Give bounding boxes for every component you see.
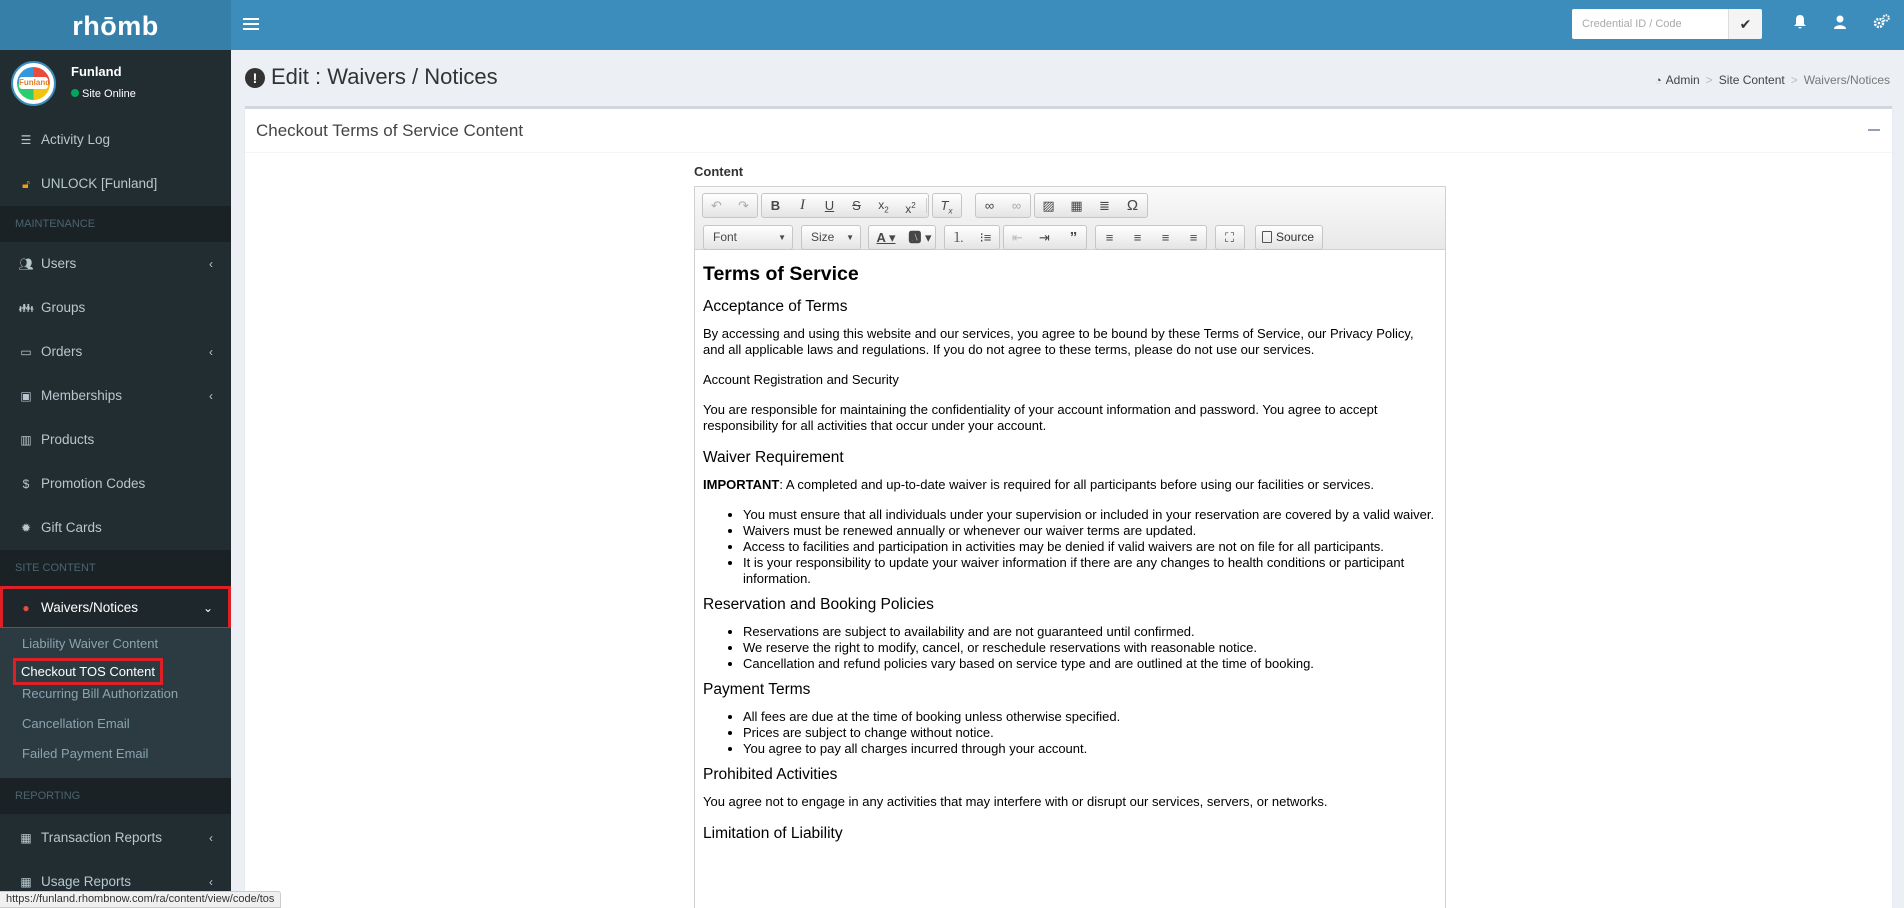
- user-status: Site Online: [71, 88, 136, 100]
- image-icon[interactable]: ▨: [1042, 198, 1055, 213]
- breadcrumb-site-content[interactable]: Site Content: [1718, 73, 1785, 87]
- sidebar-item-orders[interactable]: ▭ Orders ‹: [0, 330, 231, 374]
- submenu-item-recurring-bill[interactable]: Recurring Bill Authorization: [22, 686, 179, 701]
- caret-down-icon: ▼: [778, 233, 786, 242]
- breadcrumb: ◔ Admin > Site Content > Waivers/Notices: [1655, 73, 1890, 87]
- link-icon[interactable]: ∞: [984, 198, 995, 213]
- doc-heading-reservation: Reservation and Booking Policies: [703, 596, 934, 613]
- content-field-label: Content: [694, 164, 744, 179]
- doc-paragraph: You agree not to engage in any activities that may interfere with or disrupt our services, servers, or networks.: [703, 794, 1328, 809]
- online-dot-icon: [71, 89, 79, 97]
- chevron-left-icon: ‹: [209, 345, 213, 359]
- text-color-icon[interactable]: A ▾: [876, 230, 896, 245]
- sidebar-item-memberships[interactable]: ▣ Memberships ‹: [0, 374, 231, 418]
- toolbar-group-links: [975, 193, 1031, 218]
- blockquote-icon[interactable]: ”: [1069, 229, 1078, 246]
- doc-heading-acceptance: Acceptance of Terms: [703, 298, 848, 315]
- avatar: Funland: [11, 61, 56, 106]
- sidebar-item-activity-log[interactable]: ☰ Activity Log: [0, 118, 231, 162]
- doc-paragraph: IMPORTANT: A completed and up-to-date waiver is required for all participants before using our facilities or services.: [703, 477, 1374, 492]
- list-item: • It is your responsibility to update your waiver information if there are any changes to health conditions or participant information.: [743, 555, 1437, 587]
- align-justify-icon[interactable]: ≡: [1189, 230, 1198, 245]
- submenu-item-checkout-tos[interactable]: Checkout TOS Content: [13, 658, 163, 685]
- sidebar: [0, 50, 231, 908]
- user-panel: [0, 50, 231, 118]
- chevron-left-icon: ‹: [209, 831, 213, 845]
- sidebar-item-products[interactable]: ▥ Products: [0, 418, 231, 462]
- page-title: ! Edit : Waivers / Notices: [245, 64, 498, 90]
- font-family-select[interactable]: Font ▼: [703, 225, 793, 250]
- redo-icon[interactable]: ↷: [738, 198, 749, 213]
- numbered-list-icon[interactable]: ⒈: [951, 230, 965, 245]
- waivers-submenu: [0, 628, 231, 778]
- sidebar-item-usage-reports[interactable]: ▦ Usage Reports ‹: [0, 860, 231, 904]
- doc-important-label: IMPORTANT: [703, 477, 780, 492]
- list-item: • Prices are subject to change without notice.: [743, 725, 1437, 741]
- exclamation-circle-icon: !: [245, 68, 265, 88]
- special-char-omega-icon[interactable]: Ω: [1126, 197, 1139, 214]
- table-icon: ▦: [20, 875, 32, 889]
- list-item: • You agree to pay all charges incurred through your account.: [743, 741, 1437, 757]
- doc-paragraph: By accessing and using this website and our services, you agree to be bound by these Terms of Service, our Privacy Policy, and all applicable laws and regulations. If you do not agree to these terms, please do not use our services.: [703, 326, 1414, 357]
- credential-input[interactable]: [1572, 9, 1728, 39]
- list-icon: ☰: [20, 133, 32, 147]
- doc-title: Terms of Service: [703, 263, 859, 285]
- list-item: • Cancellation and refund policies vary based on service type and are outlined at the time of booking.: [743, 656, 1437, 672]
- toolbar-group-format: [932, 193, 962, 218]
- app-logo[interactable]: rhōmb: [0, 0, 231, 50]
- remove-format-icon[interactable]: $T_x$: [940, 198, 953, 216]
- toolbar-group-indent: [1003, 225, 1087, 250]
- exclamation-circle-icon: ●: [22, 601, 30, 615]
- list-item: • Waivers must be renewed annually or whenever our waiver terms are updated.: [743, 523, 1437, 539]
- top-navbar: [0, 0, 1904, 50]
- user-icon[interactable]: [1830, 14, 1850, 36]
- rich-text-editor: [694, 186, 1446, 908]
- source-icon: [1262, 231, 1272, 243]
- doc-paragraph: Account Registration and Security: [703, 372, 899, 387]
- list-item: • We reserve the right to modify, cancel, or reschedule reservations with reasonable notice.: [743, 640, 1437, 656]
- undo-icon[interactable]: ↶: [711, 198, 722, 213]
- align-right-icon[interactable]: ≡: [1161, 230, 1170, 245]
- sidebar-item-unlock[interactable]: 🔓︎ UNLOCK [Funland]: [0, 162, 231, 206]
- bulleted-list-icon[interactable]: ⁝≡: [979, 230, 992, 245]
- doc-list-waiver: [703, 507, 1437, 587]
- box-title: Checkout Terms of Service Content: [256, 121, 524, 140]
- superscript-icon[interactable]: $x^2$: [905, 201, 916, 216]
- users-icon: 👪︎: [18, 301, 34, 315]
- editor-content-area[interactable]: [695, 251, 1445, 908]
- toolbar-group-history: [702, 193, 758, 218]
- credential-submit-button[interactable]: [1728, 9, 1762, 39]
- doc-heading-liability: Limitation of Liability: [703, 825, 843, 842]
- unlock-icon: 🔓︎: [22, 177, 30, 191]
- chevron-left-icon: ‹: [209, 875, 213, 889]
- sidebar-item-waivers-notices[interactable]: ● Waivers/Notices ⌄: [0, 586, 231, 630]
- background-color-icon[interactable]: 🅰︎ ▾: [908, 230, 932, 245]
- list-item: • All fees are due at the time of booking unless otherwise specified.: [743, 709, 1437, 725]
- user-icon: 👥︎: [18, 257, 34, 271]
- check-icon: ✔: [1739, 16, 1752, 32]
- sidebar-header-site-content: SITE CONTENT: [0, 550, 231, 586]
- barcode-icon: ▥: [20, 433, 32, 447]
- collapse-minus-icon[interactable]: [1868, 129, 1880, 131]
- calendar-check-icon: ▣: [20, 389, 32, 403]
- bold-icon[interactable]: B: [770, 198, 781, 213]
- list-item: • Access to facilities and participation in activities may be denied if valid waivers are not on file for all participants.: [743, 539, 1437, 555]
- chevron-left-icon: ‹: [209, 389, 213, 403]
- bell-icon[interactable]: [1790, 14, 1810, 36]
- indent-icon[interactable]: ⇥: [1039, 230, 1050, 245]
- breadcrumb-admin[interactable]: Admin: [1665, 73, 1700, 87]
- align-center-icon[interactable]: ≡: [1133, 230, 1142, 245]
- subscript-icon[interactable]: $x_2$: [878, 198, 889, 215]
- gears-icon[interactable]: [1872, 14, 1892, 36]
- align-left-icon[interactable]: ≡: [1105, 230, 1114, 245]
- dashboard-icon: ◔: [1655, 75, 1662, 87]
- submenu-item-failed-payment-email[interactable]: Failed Payment Email: [22, 746, 149, 761]
- sidebar-toggle-icon[interactable]: [243, 15, 259, 35]
- strikethrough-icon[interactable]: S: [852, 198, 861, 213]
- list-item: • You must ensure that all individuals under your supervision or included in your reservation are covered by a valid waiver.: [743, 507, 1437, 523]
- toolbar-group-colors: [868, 225, 936, 250]
- list-item: • Reservations are subject to availability and are not guaranteed until confirmed.: [743, 624, 1437, 640]
- status-bar-url: https://funland.rhombnow.com/ra/content/view/code/tos: [0, 891, 281, 908]
- sidebar-item-transaction-reports[interactable]: ▦ Transaction Reports ‹: [0, 816, 231, 860]
- doc-heading-waiver: Waiver Requirement: [703, 449, 844, 466]
- sidebar-item-gift-cards[interactable]: ✹ Gift Cards: [0, 506, 231, 550]
- submenu-item-liability-waiver[interactable]: Liability Waiver Content: [22, 636, 159, 651]
- sidebar-header-maintenance: MAINTENANCE: [0, 206, 231, 242]
- toolbar-group-align: [1095, 225, 1207, 250]
- gear-icon: ✹: [20, 521, 32, 535]
- sidebar-item-users[interactable]: 👥︎ Users ‹: [0, 242, 231, 286]
- dollar-icon: $: [22, 477, 30, 491]
- doc-heading-prohibited: Prohibited Activities: [703, 766, 838, 783]
- unlink-icon[interactable]: ∞: [1011, 198, 1022, 213]
- toolbar-group-lists: [944, 225, 1000, 250]
- toolbar-group-maximize: [1215, 225, 1245, 250]
- breadcrumb-current: Waivers/Notices: [1803, 73, 1890, 87]
- toolbar-group-basic: [761, 193, 929, 218]
- chevron-left-icon: ‹: [209, 257, 213, 271]
- user-name: Funland: [71, 64, 122, 79]
- maximize-icon[interactable]: ⛶: [1224, 230, 1235, 245]
- editor-toolbar: [695, 187, 1445, 250]
- italic-icon[interactable]: I: [800, 197, 805, 213]
- sidebar-item-promotion-codes[interactable]: $ Promotion Codes: [0, 462, 231, 506]
- submenu-item-cancellation-email[interactable]: Cancellation Email: [22, 716, 130, 731]
- toolbar-group-insert: [1034, 193, 1148, 218]
- table-icon: ▦: [20, 831, 32, 845]
- source-button[interactable]: Source: [1255, 225, 1323, 250]
- doc-paragraph: You are responsible for maintaining the confidentiality of your account information and password. You agree to accept responsibility for all activities that occur under your account.: [703, 402, 1378, 433]
- font-size-select[interactable]: Size ▼: [801, 225, 861, 250]
- outdent-icon[interactable]: ⇤: [1012, 230, 1023, 245]
- sidebar-item-groups[interactable]: 👪︎ Groups: [0, 286, 231, 330]
- underline-icon[interactable]: U: [824, 198, 835, 213]
- doc-heading-payment: Payment Terms: [703, 681, 811, 698]
- table-icon[interactable]: ▦: [1070, 198, 1083, 213]
- chevron-down-icon: ⌄: [202, 601, 213, 615]
- sidebar-header-reporting: REPORTING: [0, 778, 231, 814]
- doc-list-payment: [703, 709, 1437, 757]
- content-box: [245, 106, 1892, 908]
- inbox-icon: ▭: [20, 345, 32, 359]
- caret-down-icon: ▼: [846, 233, 854, 242]
- doc-list-reservation: [703, 624, 1437, 672]
- horizontal-line-icon[interactable]: ≣: [1099, 198, 1110, 213]
